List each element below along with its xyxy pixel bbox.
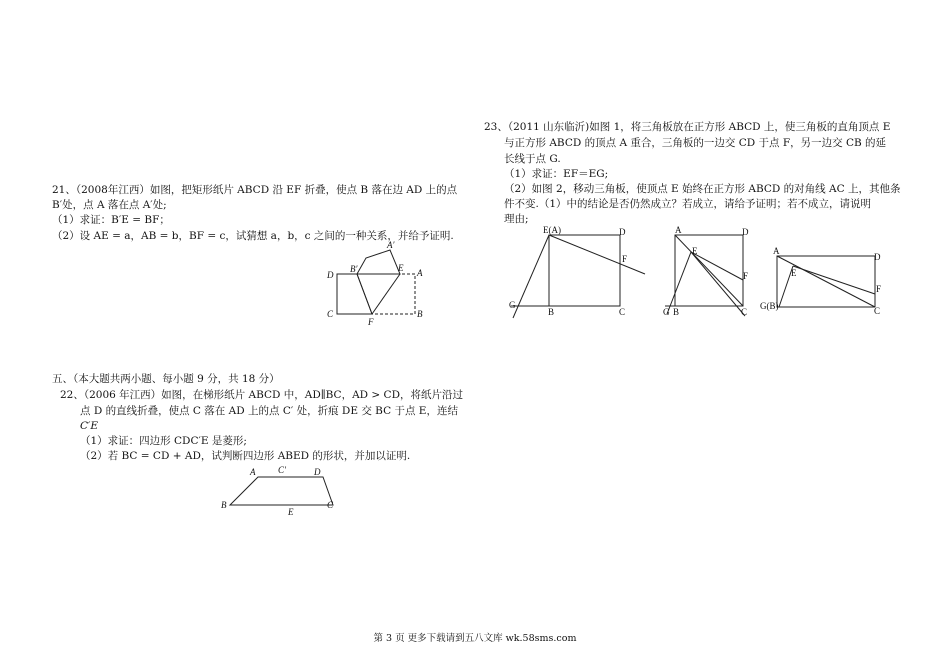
q21-part2: （2）设 AE = a，AB = b，BF = c，试猜想 a，b，c 之间的一种关系，并给予证明. xyxy=(52,230,454,242)
q21-label-E: E xyxy=(398,263,404,273)
q23-line1: 23、（2011 山东临沂)如图 1，将三角板放在正方形 ABCD 上，使三角板的直角顶点 E xyxy=(484,121,891,133)
q23-fig2-ef xyxy=(691,252,743,280)
q22-label-C-prime: C′ xyxy=(278,465,286,475)
q21-folded-part xyxy=(357,250,400,274)
q23-fig2-label-C: C xyxy=(741,307,748,317)
q23-fig2-label-G: G xyxy=(663,307,670,317)
q21-label-F: F xyxy=(368,317,374,327)
q23-part1: （1）求证：EF＝EG; xyxy=(504,168,609,180)
q23-fig2-label-D: D xyxy=(742,227,749,237)
q21-label-B: B xyxy=(417,309,423,319)
q23-fig1-label-D: D xyxy=(619,227,626,237)
q23-fig2-eg xyxy=(667,252,691,314)
q23-figure-3 xyxy=(760,240,890,320)
q23-fig1-ef xyxy=(549,235,645,274)
q23-fig3-diagonal xyxy=(777,256,875,307)
q21-figure xyxy=(320,240,440,330)
q23-fig2-diagonal xyxy=(675,235,743,306)
section5-title: 五、（本大题共两小题、每小题 9 分，共 18 分） xyxy=(52,373,280,385)
q21-label-D: D xyxy=(327,270,334,280)
q21-fold-line xyxy=(372,274,400,314)
q23-fig3-label-A: A xyxy=(773,246,780,256)
q21-line2: B′处，点 A 落在点 A′处; xyxy=(52,199,167,211)
q23-part2-line3: 理由; xyxy=(504,213,529,225)
q23-fig3-label-GB: G(B) xyxy=(760,301,779,311)
q22-line1: 22、（2006 年江西）如图，在梯形纸片 ABCD 中，AD∥BC，AD > CD，将纸片沿过 xyxy=(60,389,464,401)
q23-figure-1 xyxy=(505,226,650,321)
q22-trapezoid xyxy=(230,477,333,505)
q23-line2: 与正方形 ABCD 的顶点 A 重合，三角板的一边交 CD 于点 F，另一边交 CB 的延 xyxy=(504,137,887,149)
q21-line1: 21、（2008年江西）如图，把矩形纸片 ABCD 沿 EF 折叠，使点 B 落在边 AD 上的点 xyxy=(52,184,458,196)
q23-fig1-label-F: F xyxy=(622,254,628,264)
q21-left-part xyxy=(337,274,372,314)
q23-fig2-label-E: E xyxy=(692,246,698,256)
q22-line2: 点 D 的直线折叠，使点 C 落在 AD 上的点 C′ 处，折痕 DE 交 BC 于点 E，连结 xyxy=(80,405,458,417)
q23-fig3-label-C: C xyxy=(874,306,881,316)
q22-label-C: C xyxy=(327,500,334,510)
q22-part1: （1）求证：四边形 CDC′E 是菱形; xyxy=(80,435,247,447)
q22-line3: C′E xyxy=(80,420,99,432)
q23-part2-line2: 件不变.（1）中的结论是否仍然成立？若成立，请给予证明；若不成立，请说明 xyxy=(504,198,872,210)
q23-line3: 长线于点 G. xyxy=(504,153,561,165)
q21-label-A-prime: A′ xyxy=(387,240,395,250)
q22-label-A: A xyxy=(250,467,256,477)
q23-fig1-label-G: G xyxy=(509,300,516,310)
q23-figure-2 xyxy=(655,226,755,321)
page-footer: 第 3 页 更多下载请到五八文库 wk.58sms.com xyxy=(373,633,577,644)
q23-fig3-label-E: E xyxy=(791,268,797,278)
q23-fig1-label-EA: E(A) xyxy=(543,225,561,235)
q23-fig1-label-C: C xyxy=(619,307,626,317)
q21-part1: （1）求证：B′E = BF； xyxy=(52,214,170,226)
q23-fig3-label-F: F xyxy=(876,284,882,294)
q21-label-A: A xyxy=(417,268,423,278)
q23-fig3-label-D: D xyxy=(874,252,881,262)
q22-label-B: B xyxy=(221,500,227,510)
q23-fig2-label-F: F xyxy=(743,271,749,281)
q23-fig1-square xyxy=(549,235,620,306)
q22-part2: （2）若 BC = CD + AD，试判断四边形 ABED 的形状，并加以证明. xyxy=(80,450,411,462)
q23-fig2-label-A: A xyxy=(675,225,682,235)
q23-part2-line1: （2）如图 2，移动三角板，使顶点 E 始终在正方形 ABCD 的对角线 AC 上，其他条 xyxy=(504,183,901,195)
q23-fig3-ef xyxy=(793,266,875,294)
q22-label-E: E xyxy=(288,507,294,517)
q23-fig1-label-B: B xyxy=(548,307,555,317)
q23-fig2-label-B: B xyxy=(673,307,680,317)
q22-label-D: D xyxy=(314,467,321,477)
q21-label-C: C xyxy=(327,309,334,319)
q21-label-B-prime: B′ xyxy=(350,264,358,274)
q22-figure xyxy=(220,465,340,520)
